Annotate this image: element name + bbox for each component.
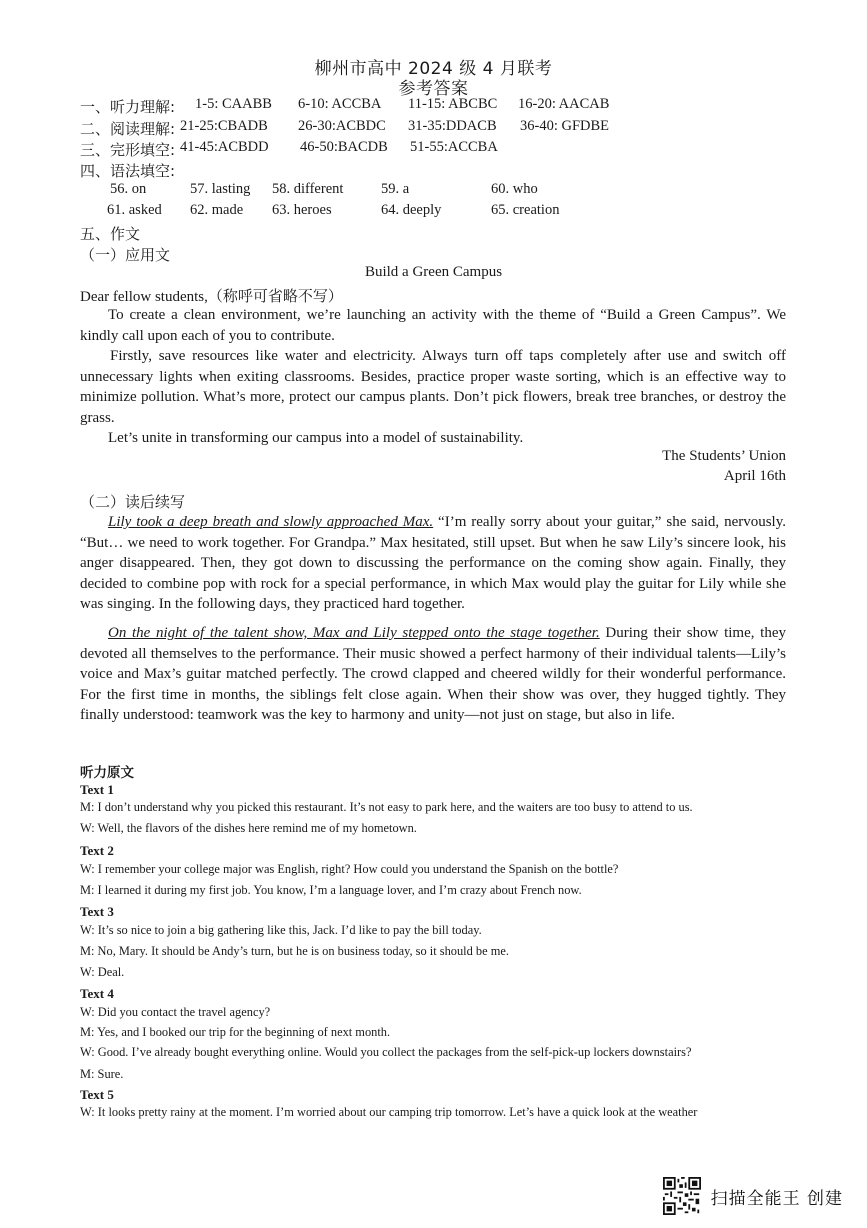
letter-paragraph: Let’s unite in transforming our campus into a model of sustainability.: [108, 430, 524, 446]
grammar-answer: 61. asked: [107, 202, 162, 218]
cloze-label: 三、完形填空:: [80, 141, 176, 159]
answer-group: 51-55:ACCBA: [410, 139, 498, 155]
grammar-answer: 64. deeply: [381, 202, 442, 218]
letter-title: Build a Green Campus: [364, 264, 503, 280]
watermark-text: 扫描全能王 创建: [710, 1188, 843, 1209]
answer-group: 1-5: CAABB: [195, 96, 272, 112]
transcript-heading: Text 2: [80, 843, 114, 858]
continuation-text: “I’m really sorry about your guitar,” she said, nervously. “But… we need to work together. For Grandpa.” Max hesitated, still upset. But when he saw Lily’s sincere look, his anger disappeared. Then, they got down to discussing the performance on the coming show again. Finally, they decided to combine pop with rock for a special performance, in which Max would play the guitar for Lily while she was singing. In the following days, they practiced hard together.: [80, 514, 787, 612]
answer-group: 31-35:DDACB: [408, 118, 497, 134]
continuation-text: During their show time, they devoted all themselves to the performance. Their music showed a perfect harmony of their individual talents—Lily’s voice and Max’s guitar matched perfectly. The crowd clapped and cheered wildly for their wonderful performance. For the first time in months, the siblings felt close again. When their show was over, they hugged tightly. They finally understood: teamwork was the key to harmony and unity—not just on stage, but also in life.: [80, 625, 786, 723]
grammar-answer: 58. different: [272, 181, 344, 197]
listening-label: 一、听力理解:: [80, 98, 176, 116]
transcript-line: M: I learned it during my first job. You know, I’m a language lover, and I’m crazy about French now.: [80, 883, 582, 897]
transcript-label: 听力原文: [80, 765, 134, 781]
reading-label: 二、阅读理解:: [80, 120, 176, 138]
letter-greeting: Dear fellow students,（称呼可省略不写）: [80, 289, 343, 305]
transcript-heading: Text 3: [80, 904, 114, 919]
continuation-paragraph: [80, 623, 786, 726]
grammar-answer: 56. on: [110, 181, 147, 197]
transcript-line: W: It looks pretty rainy at the moment. I’m worried about our camping trip tomorrow. Let’s have a quick look at the weather: [80, 1105, 698, 1119]
letter-paragraph: Firstly, save resources like water and electricity. Always turn off taps completely after use and switch off unnecessary lights when exiting classrooms. Besides, practice proper waste sorting, which is an effective way to minimize pollution. What’s more, protect our campus plants. Don’t pick flowers, break tree branches, or destroy the grass.: [80, 348, 786, 426]
grammar-answer: 63. heroes: [272, 202, 332, 218]
answer-group: 6-10: ACCBA: [298, 96, 382, 112]
letter-paragraph: To create a clean environment, we’re launching an activity with the theme of “Build a Green Campus”. We kindly call upon each of you to contribute.: [80, 307, 786, 344]
answer-group: 26-30:ACBDC: [298, 118, 386, 134]
grammar-answer: 60. who: [491, 181, 538, 197]
page-title: 柳州市高中 2024 级 4 月联考: [314, 59, 553, 79]
transcript-line: W: Deal.: [80, 965, 125, 979]
grammar-answer: 57. lasting: [190, 181, 251, 197]
answer-group: 46-50:BACDB: [300, 139, 388, 155]
continuation-writing-label: （二）读后续写: [80, 493, 186, 511]
transcript-heading: Text 5: [80, 1087, 114, 1102]
transcript-line: W: It’s so nice to join a big gathering like this, Jack. I’d like to pay the bill today.: [80, 923, 482, 937]
letter-signature: The Students’ Union: [662, 448, 786, 464]
answer-group: 41-45:ACBDD: [180, 139, 269, 155]
grammar-answer: 59. a: [381, 181, 410, 197]
transcript-line: M: No, Mary. It should be Andy’s turn, but he is on business today, so it should be me.: [80, 944, 509, 958]
scanner-watermark: [663, 1176, 843, 1216]
answer-group: 21-25:CBADB: [180, 118, 268, 134]
page-subtitle: 参考答案: [398, 79, 469, 99]
given-first-sentence: Lily took a deep breath and slowly approached Max.: [108, 514, 434, 530]
transcript-line: M: Sure.: [80, 1067, 124, 1081]
grammar-label: 四、语法填空:: [80, 162, 176, 180]
qr-code-icon: [663, 1177, 701, 1215]
transcript-heading: Text 4: [80, 986, 114, 1001]
answer-group: 16-20: AACAB: [518, 96, 610, 112]
writing-label: 五、作文: [80, 225, 141, 243]
given-first-sentence: On the night of the talent show, Max and Lily stepped onto the stage together.: [108, 625, 600, 641]
letter-date: April 16th: [723, 468, 786, 484]
applied-writing-label: （一）应用文: [80, 246, 171, 264]
transcript-line: M: Yes, and I booked our trip for the beginning of next month.: [80, 1025, 391, 1039]
transcript-line: W: Well, the flavors of the dishes here remind me of my hometown.: [80, 821, 417, 835]
answer-group: 11-15: ABCBC: [408, 96, 498, 112]
transcript-line: M: I don’t understand why you picked this restaurant. It’s not easy to park here, and the waiters are too busy to attend to us.: [80, 800, 693, 814]
grammar-answer: 65. creation: [491, 202, 560, 218]
transcript-line: W: Good. I’ve already bought everything online. Would you collect the packages from the self-pick-up lockers downstairs?: [80, 1045, 692, 1059]
answer-group: 36-40: GFDBE: [520, 118, 610, 134]
grammar-answer: 62. made: [190, 202, 244, 218]
transcript-line: W: I remember your college major was English, right? How could you understand the Spanish on the bottle?: [80, 862, 619, 876]
continuation-paragraph: [80, 512, 786, 615]
transcript-heading: Text 1: [80, 782, 114, 797]
transcript-line: W: Did you contact the travel agency?: [80, 1005, 271, 1019]
